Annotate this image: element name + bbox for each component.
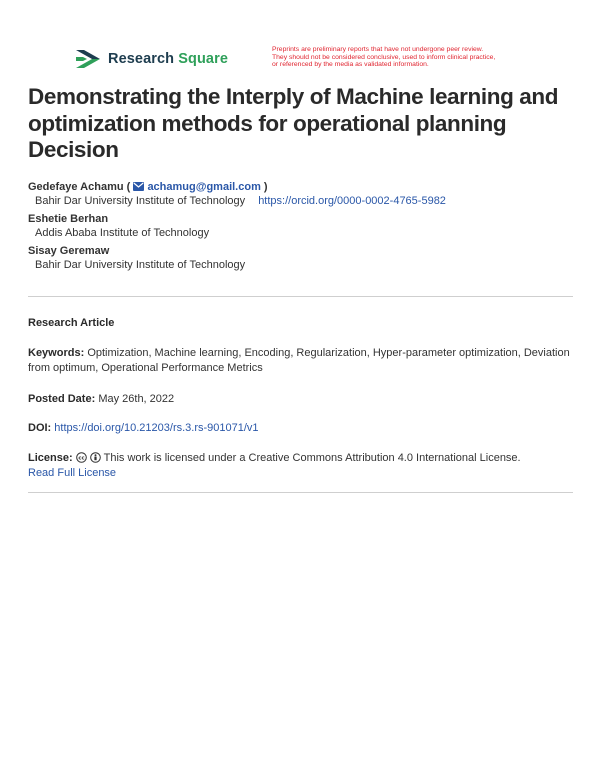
- posted-date-block: [28, 392, 573, 407]
- paper-title: Demonstrating the Interply of Machine learning and optimization methods for operational planning Decision: [28, 84, 559, 162]
- author-email-link[interactable]: achamug@gmail.com: [147, 181, 261, 193]
- article-type-text: Research Article: [28, 317, 115, 329]
- brand-name: [108, 51, 228, 67]
- email-open-paren: (: [123, 181, 131, 193]
- author-name: Eshetie Berhan: [28, 213, 109, 225]
- posted-date-value: May 26th, 2022: [98, 393, 175, 405]
- by-icon: [90, 452, 101, 463]
- license-block: [28, 451, 573, 481]
- posted-date-label: Posted Date:: [28, 393, 96, 405]
- disclaimer-line: or referenced by the media as validated information.: [272, 61, 429, 69]
- author-affiliation: Bahir Dar University Institute of Technology: [35, 259, 246, 271]
- research-square-logo[interactable]: [74, 48, 228, 70]
- author-affiliation: [28, 194, 578, 208]
- author-list: [28, 180, 578, 276]
- disclaimer-line: Preprints are preliminary reports that have not undergone peer review.: [272, 46, 484, 53]
- svg-text:cc: cc: [78, 455, 85, 462]
- email-close-paren: ): [260, 181, 268, 193]
- keywords-text: Optimization, Machine learning, Encoding, Regularization, Hyper-parameter optimization, Deviation from optimum, Operational Performance Metrics: [28, 347, 570, 374]
- license-text: This work is licensed under a Creative Commons Attribution 4.0 International License.: [103, 452, 521, 464]
- section-divider: [28, 296, 573, 297]
- doi-block: [28, 421, 573, 436]
- disclaimer-line: They should not be considered conclusive, used to inform clinical practice,: [272, 53, 496, 61]
- brand-word-square: Square: [178, 51, 228, 67]
- doi-link[interactable]: https://doi.org/10.21203/rs.3.rs-901071/v1: [54, 422, 259, 434]
- envelope-icon: [133, 182, 144, 191]
- author-name-text: Gedefaye Achamu: [28, 181, 124, 193]
- keywords-block: [28, 346, 573, 376]
- orcid-link[interactable]: https://orcid.org/0000-0002-4765-5982: [258, 195, 446, 207]
- author-name: Sisay Geremaw: [28, 245, 110, 257]
- cc-icon: [76, 452, 87, 463]
- read-full-license-link[interactable]: Read Full License: [28, 467, 117, 479]
- article-type: [28, 316, 573, 331]
- doi-label: DOI:: [28, 422, 52, 434]
- affiliation-text: Bahir Dar University Institute of Technology: [35, 195, 246, 207]
- brand-word-research: Research: [108, 51, 175, 67]
- license-label: License:: [28, 452, 73, 464]
- author-name: [28, 180, 578, 194]
- preprint-disclaimer: [272, 46, 572, 69]
- research-square-logo-icon: [74, 48, 102, 70]
- keywords-label: Keywords:: [28, 347, 85, 359]
- author-affiliation: Addis Ababa Institute of Technology: [35, 227, 210, 239]
- section-divider: [28, 492, 573, 493]
